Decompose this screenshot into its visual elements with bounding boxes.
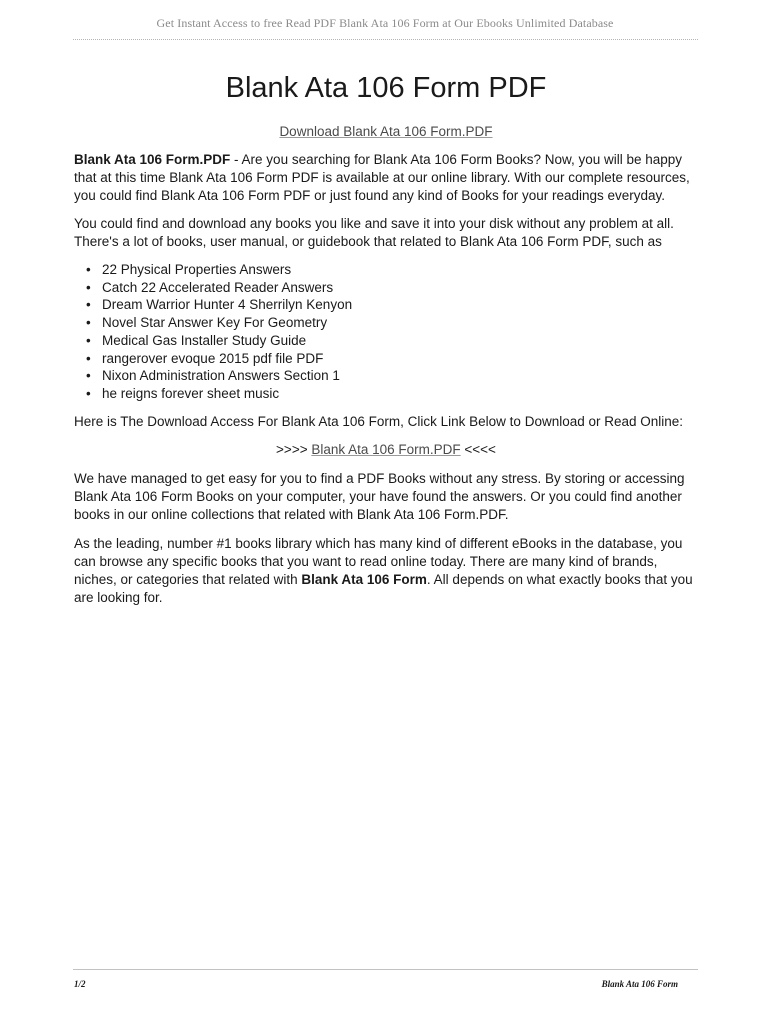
header-divider [73,39,698,40]
list-item [86,350,698,368]
header-banner: Get Instant Access to free Read PDF Blank Ata 106 Form at Our Ebooks Unlimited Database [156,16,614,30]
list-item-text: Dream Warrior Hunter 4 Sherrilyn Kenyon [102,297,353,313]
bullet-icon: • [86,297,91,313]
intro-text: - Are you searching for Blank Ata 106 Form Books? Now, you will be happy that at this time Blank Ata 106 Form PDF is available at our online library. With our complete resources, you could find Blank Ata 106 Form PDF or just found any kind of Books for your readings everyday. [74,152,690,203]
book-list [74,261,698,403]
bullet-icon: • [86,262,91,277]
list-item [86,367,698,385]
intro-bold-lead: Blank Ata 106 Form.PDF [74,152,231,167]
list-item-text: Medical Gas Installer Study Guide [102,332,307,348]
list-item-text: Novel Star Answer Key For Geometry [102,315,328,331]
bullet-icon: • [86,368,91,384]
list-item [86,261,698,279]
bullet-icon: • [86,315,91,331]
list-item [86,332,698,350]
paragraph5-text-after: . All depends on what exactly books that you are looking for. [74,571,693,605]
bullet-icon: • [86,350,91,366]
arrow-suffix: <<<< [460,441,496,457]
footer-doc-name: Blank Ata 106 Form [601,979,678,989]
paragraph-leading-library [74,535,698,607]
paragraph-download-access: Here is The Download Access For Blank Ata 106 Form, Click Link Below to Download or Read Online: [74,413,684,429]
read-online-link[interactable]: Blank Ata 106 Form.PDF [311,441,461,457]
paragraph-books-intro: You could find and download any books you like and save it into your disk without any problem at all. There's a lot of books, user manual, or guidebook that related to Blank Ata 106 Form PDF, such as [74,216,674,249]
list-item [86,314,698,332]
paragraph5-text-before: As the leading, number #1 books library which has many kind of different eBooks in the database, you can browse any specific books that you want to read online today. There are many kind of brands, niches, or categories that related with [74,535,683,587]
document-title: Blank Ata 106 Form PDF [225,72,547,104]
arrow-prefix: >>>> [276,441,312,457]
list-item-text: Nixon Administration Answers Section 1 [102,368,340,384]
bullet-icon: • [86,332,91,348]
download-link[interactable]: Download Blank Ata 106 Form.PDF [279,124,493,139]
intro-paragraph [74,151,698,205]
download-link-row [74,123,698,141]
bullet-icon: • [86,385,91,401]
list-item [86,385,698,403]
document-body [74,66,698,607]
list-item-text: he reigns forever sheet music [102,385,280,401]
list-item-text: rangerover evoque 2015 pdf file PDF [102,350,324,366]
footer-divider [73,969,698,970]
bullet-icon: • [86,279,91,295]
list-item [86,279,698,297]
paragraph-managed: We have managed to get easy for you to find a PDF Books without any stress. By storing or accessing Blank Ata 106 Form Books on your computer, your have found the answers. Or you could find another books in our online collections that related with Blank Ata 106 Form.PDF. [74,470,685,522]
page-number: 1/2 [74,979,86,989]
read-online-link-row [74,441,698,459]
paragraph5-bold: Blank Ata 106 Form [301,571,427,587]
list-item [86,296,698,314]
list-item-text: Catch 22 Accelerated Reader Answers [102,279,334,295]
list-item-text: 22 Physical Properties Answers [102,262,292,277]
